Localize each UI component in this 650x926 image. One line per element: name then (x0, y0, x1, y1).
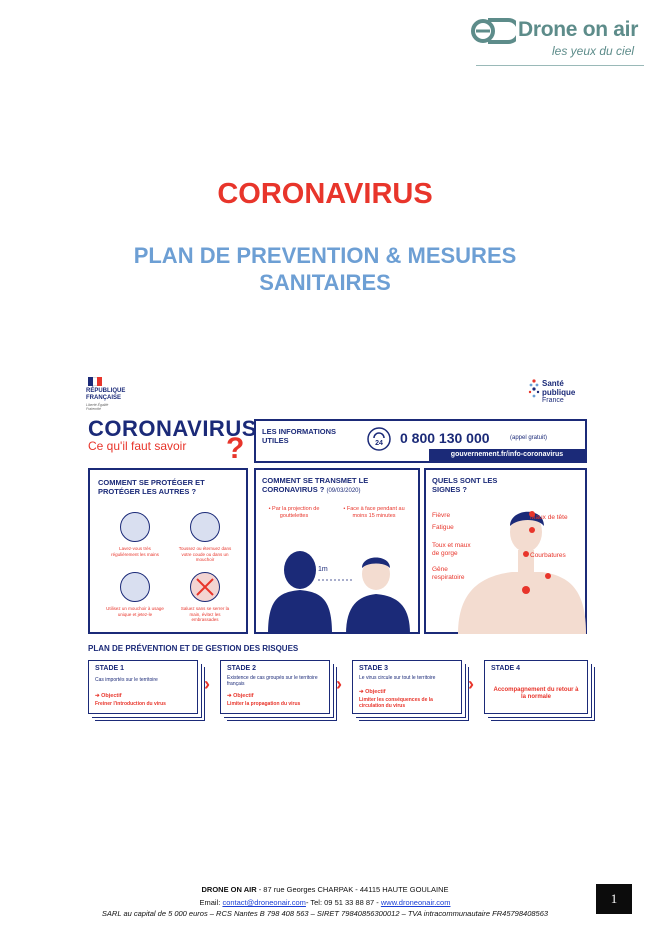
two-people-illustration (258, 530, 418, 634)
sign-label: Fatigue (432, 524, 454, 531)
republique-label: RÉPUBLIQUE FRANÇAISE (86, 388, 126, 401)
stage-card (484, 660, 588, 714)
sante-publique-icon (528, 378, 540, 400)
stage-goal: Limiter la propagation du virus (227, 701, 301, 707)
transmit-face-to-face: • Face à face pendant au moins 15 minutes (343, 506, 405, 519)
distance-label: 1m (318, 566, 328, 573)
phone-24h-icon (366, 426, 392, 452)
sante-publique-text (542, 379, 575, 397)
sign-label: Toux et maux de gorge (432, 542, 471, 557)
gesture-caption: Toussez ou éternuez dans votre coude ou dans un mouchoir (178, 546, 232, 562)
stage-card (352, 660, 462, 714)
info-box (254, 419, 587, 463)
footer-company: DRONE ON AIR (201, 885, 257, 894)
footer-email-link[interactable]: contact@droneonair.com (222, 898, 306, 907)
gesture-caption: Saluez sans se serrer la main, évitez les embrassades (180, 606, 230, 622)
stage-goal: Accompagnement du retour à la normale (493, 687, 579, 700)
gesture-caption: Utilisez un mouchoir à usage unique et jetez-le (106, 606, 164, 617)
chevron-right-icon: › (336, 674, 342, 694)
transmit-droplets: • Par la projection de gouttelettes (268, 506, 320, 519)
question-mark-icon: ? (226, 432, 245, 465)
footer-legal: SARL au capital de 5 000 euros – RCS Nantes B 798 408 563 – SIRET 79840856300012 – TVA intracommunautaire FR45798408563 (101, 909, 549, 918)
transmit-title-text: COMMENT SE TRANSMET LE CORONAVIRUS ? (262, 476, 369, 494)
header-divider (476, 65, 644, 66)
sign-label: Fièvre (432, 512, 451, 519)
footer-email-label: Email: (199, 898, 223, 907)
sign-label: Maux de tête (530, 514, 568, 521)
stage-goal: Freiner l'introduction du virus (95, 701, 166, 707)
coronavirus-poster (84, 372, 592, 738)
footer-address (0, 885, 650, 894)
stage-goal: Limiter les conséquences de la circulation du virus (359, 697, 433, 709)
stage-card (88, 660, 198, 714)
subtitle-line-2: SANITAIRES (259, 270, 391, 295)
signs-panel (424, 468, 587, 634)
cough-elbow-icon (190, 512, 220, 542)
hand-wash-icon (120, 512, 150, 542)
sign-label: Gêne respiratoire (432, 566, 465, 581)
stage-title: STADE 4 (491, 665, 521, 672)
document-subtitle (0, 242, 650, 296)
footer-website-link[interactable]: www.droneonair.com (380, 898, 451, 907)
info-label: LES INFORMATIONS UTILES (262, 427, 337, 445)
page-number: 1 (596, 884, 632, 914)
stage-title: STADE 3 (359, 665, 389, 672)
transmission-panel (254, 468, 420, 634)
publique-label: publique (542, 388, 576, 397)
stage-objective: ➔ Objectif (95, 693, 122, 699)
france-label: France (542, 397, 564, 404)
chevron-right-icon: › (468, 674, 474, 694)
chevron-right-icon: › (204, 674, 210, 694)
stage-objective: ➔ Objectif (227, 693, 254, 699)
republique-motto: Liberté Égalité Fraternité (86, 403, 109, 411)
french-flag-icon (88, 377, 102, 386)
stage-card (220, 660, 330, 714)
stage-title: STADE 2 (227, 665, 257, 672)
info-url: gouvernement.fr/info-coronavirus (429, 449, 585, 461)
transmit-title (262, 476, 416, 496)
sante-publique-logo (528, 376, 592, 410)
protect-panel (88, 468, 248, 634)
cross-icon (191, 573, 219, 601)
gesture-caption: Lavez-vous très régulièrement les mains (111, 546, 159, 557)
drone-logo-icon (468, 16, 516, 46)
phone-hours: 24 (375, 440, 383, 447)
poster-title: CORONAVIRUS (88, 416, 257, 441)
stage-description: Le virus circule sur tout le territoire (359, 675, 436, 681)
stage-description: Cas importés sur le territoire (95, 677, 158, 683)
transmit-date: (09/03/2020) (326, 488, 361, 494)
no-handshake-icon (190, 572, 220, 602)
stage-description: Existence de cas groupés sur le territoire français (227, 675, 318, 687)
document-title: CORONAVIRUS (217, 178, 433, 210)
subtitle-line-1: PLAN DE PREVENTION & MESURES (133, 243, 517, 268)
footer-tel: - Tel: 09 51 33 88 87 - (305, 898, 381, 907)
stage-title: STADE 1 (95, 665, 125, 672)
brand-tagline: les yeux du ciel (552, 44, 635, 58)
signs-title: QUELS SONT LES SIGNES ? (432, 476, 498, 494)
stage-objective: ➔ Objectif (359, 689, 386, 695)
sign-label: Courbatures (530, 552, 566, 559)
tissue-icon (120, 572, 150, 602)
plan-title: PLAN DE PRÉVENTION ET DE GESTION DES RISQUES (88, 644, 299, 653)
footer-contact (0, 898, 650, 907)
protect-title: COMMENT SE PROTÉGER ET PROTÉGER LES AUTRES ? (98, 478, 205, 496)
poster-subtitle: Ce qu'il faut savoir (88, 439, 187, 453)
phone-note: (appel gratuit) (510, 435, 548, 441)
sante-label: Santé (542, 379, 564, 388)
phone-number: 0 800 130 000 (400, 430, 490, 446)
brand-name: Drone on air (518, 18, 639, 41)
footer-address-text: - 87 rue Georges CHARPAK - 44115 HAUTE GOULAINE (256, 885, 449, 894)
